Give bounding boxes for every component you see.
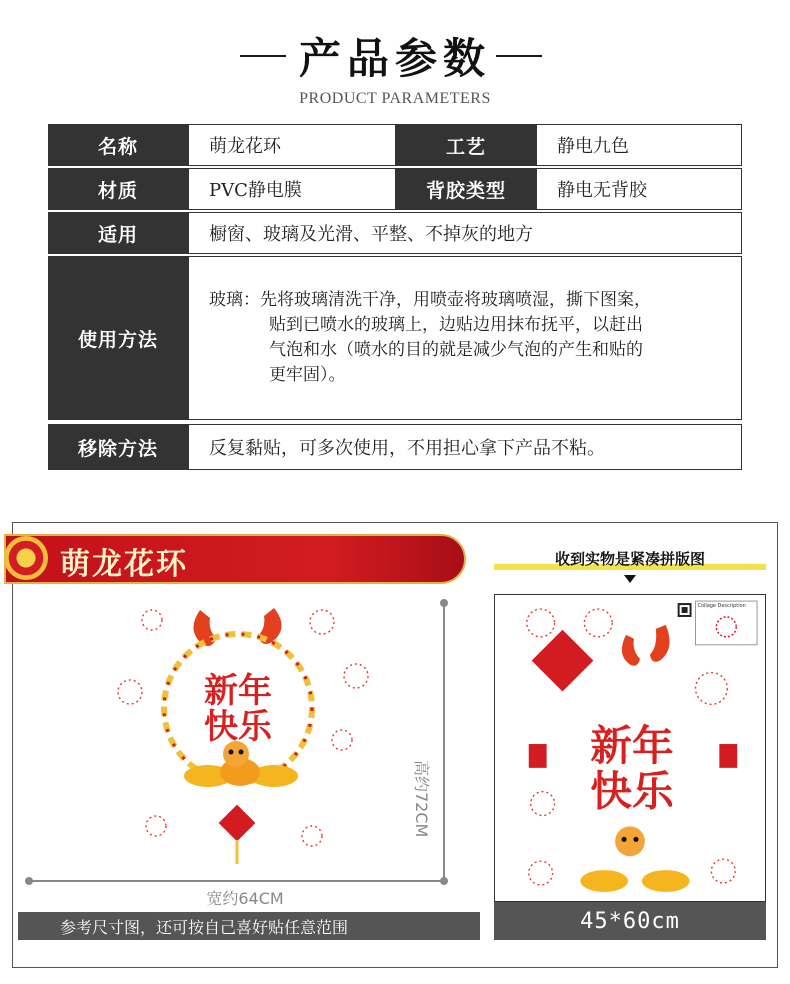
sheet-text-bottom: 快乐: [590, 766, 674, 816]
param-label-craft: 工艺: [396, 124, 536, 166]
height-dimension-line: [443, 602, 445, 880]
antler-icon: [193, 608, 281, 646]
usage-line-4: 更牢固）。: [269, 365, 346, 385]
param-row-material: [48, 168, 742, 210]
flower-medallion-icon: [4, 536, 48, 580]
param-value-name: 萌龙花环: [188, 124, 396, 166]
left-footer: 参考尺寸图，还可按自己喜好贴任意范围: [18, 912, 480, 940]
param-label-material: 材质: [48, 168, 188, 210]
usage-line-2: 贴到已喷水的玻璃上，边贴边用抹布抚平，以赶出: [269, 315, 643, 335]
width-dimension-line: [28, 880, 445, 882]
sheet-text-top: 新年: [590, 720, 674, 770]
collage-label: Collage Description: [697, 603, 746, 610]
usage-line-1: 玻璃：先将玻璃清洗干净，用喷壶将玻璃喷湿，撕下图案，: [209, 290, 651, 310]
gold-ingot-icon: [580, 870, 689, 892]
param-row-applicable: [48, 212, 742, 254]
usage-line-3: 气泡和水（喷水的目的就是减少气泡的产生和贴的: [269, 340, 643, 360]
width-label: 宽约64CM: [206, 889, 284, 908]
param-label-usage: 使用方法: [48, 256, 188, 420]
header-rule-right: [496, 55, 542, 57]
param-value-material: PVC静电膜: [188, 168, 396, 210]
param-value-craft: 静电九色: [536, 124, 742, 166]
page-title: 产品参数: [298, 34, 491, 83]
height-label: 高约72CM: [412, 760, 431, 838]
param-row-usage: [48, 256, 742, 420]
banner-title: 萌龙花环: [60, 547, 188, 582]
header: [0, 22, 790, 82]
chinese-knot-icon: [532, 630, 594, 692]
param-row-name: [48, 124, 742, 166]
right-caption: 收到实物是紧凑拼版图: [554, 550, 705, 568]
sticker-sheet: [494, 594, 766, 902]
param-value-adhesive: 静电无背胶: [536, 168, 742, 210]
wreath-text-bottom: 快乐: [204, 707, 272, 747]
antler-icon: [622, 625, 670, 666]
param-label-applicable: 适用: [48, 212, 188, 254]
wreath-text-top: 新年: [204, 671, 272, 711]
qr-code-icon: [678, 603, 692, 617]
param-label-removal: 移除方法: [48, 424, 188, 470]
param-label-name: 名称: [48, 124, 188, 166]
dragon-mascot-icon: [615, 826, 645, 856]
param-value-applicable: 橱窗、玻璃及光滑、平整、不掉灰的地方: [188, 212, 742, 254]
param-value-removal: 反复黏贴，可多次使用，不用担心拿下产品不粘。: [188, 424, 742, 470]
param-value-usage: [188, 256, 742, 420]
arrow-down-icon: [624, 575, 636, 583]
param-label-adhesive: 背胶类型: [396, 168, 536, 210]
param-row-removal: [48, 424, 742, 470]
page-subtitle: PRODUCT PARAMETERS: [299, 90, 491, 107]
product-banner: [4, 534, 466, 584]
chinese-knot-icon: [219, 805, 256, 864]
sheet-size-footer: 45*60cm: [494, 902, 766, 940]
